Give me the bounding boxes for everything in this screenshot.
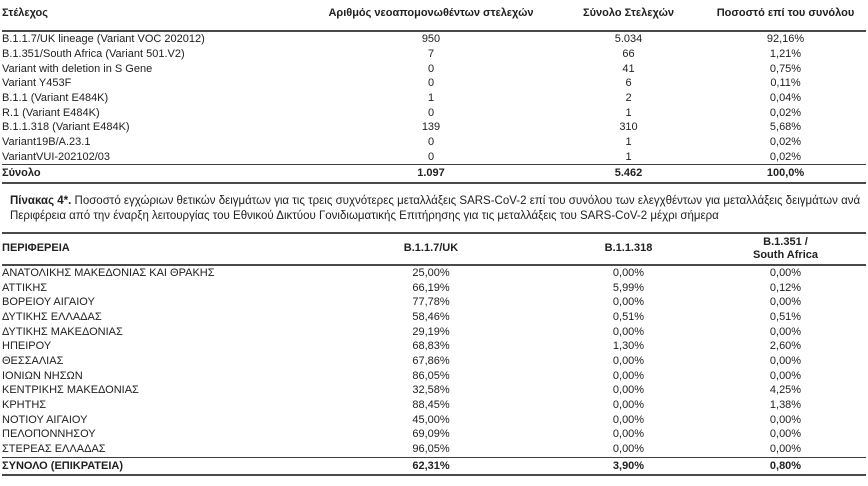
- new-isolates-cell: 950: [421, 33, 441, 46]
- b11318-cell: 0,00%: [612, 428, 645, 441]
- b117-cell: 25,00%: [412, 267, 450, 280]
- b1351-cell: 0,00%: [769, 413, 802, 426]
- b11318-cell: 0,00%: [612, 325, 645, 338]
- b117-cell: 77,78%: [412, 296, 450, 309]
- total-percent-cell: 100,0%: [705, 165, 866, 183]
- total-strains-cell: 310: [619, 121, 638, 134]
- region-cell: ΚΕΝΤΡΙΚΗΣ ΜΑΚΕΔΟΝΙΑΣ: [2, 384, 139, 397]
- total-row: [2, 457, 866, 475]
- b117-cell: 32,58%: [412, 384, 450, 397]
- b1351-cell: 4,25%: [769, 384, 802, 397]
- table-row: [2, 31, 866, 47]
- table-row: [2, 135, 866, 150]
- table-row: [2, 295, 866, 310]
- percent-cell: 92,16%: [766, 33, 805, 46]
- column-header-b1351: [705, 233, 866, 265]
- total-row: [2, 165, 866, 183]
- b11318-cell: 0,00%: [552, 442, 705, 457]
- total-label-cell: ΣΥΝΟΛΟ (ΕΠΙΚΡΑΤΕΙΑ): [2, 457, 310, 475]
- region-cell: ΗΠΕΙΡΟΥ: [2, 340, 52, 353]
- column-header-b1351-line2: South Africa: [753, 248, 818, 261]
- total-strains-total-cell: 5.462: [552, 165, 705, 183]
- table-row: [2, 265, 866, 281]
- b117-cell: 67,86%: [412, 355, 450, 368]
- b117-cell: 88,45%: [412, 399, 450, 412]
- region-cell: ΔΥΤΙΚΗΣ ΜΑΚΕΔΟΝΙΑΣ: [2, 325, 123, 338]
- region-cell: ΘΕΣΣΑΛΙΑΣ: [2, 355, 64, 368]
- table-row: [2, 383, 866, 398]
- caption-label: Πίνακας 4*.: [10, 194, 72, 207]
- region-cell: ΣΤΕΡΕΑΣ ΕΛΛΑΔΑΣ: [2, 442, 310, 457]
- new-isolates-cell: 0: [427, 77, 435, 90]
- strain-cell: B.1.351/South Africa (Variant 501.V2): [2, 47, 185, 60]
- b11318-cell: 0,00%: [612, 384, 645, 397]
- region-cell: ΚΡΗΤΗΣ: [2, 399, 47, 412]
- total-b1351-cell: 0,80%: [705, 457, 866, 475]
- table-row: [2, 76, 866, 91]
- b11318-cell: 5,99%: [612, 281, 645, 294]
- total-strains-cell: 41: [622, 62, 635, 75]
- total-strains-cell: 66: [622, 47, 635, 60]
- strains-header-row: [2, 5, 866, 31]
- total-b117-cell: 62,31%: [310, 457, 552, 475]
- b1351-cell: 0,00%: [705, 442, 866, 457]
- new-isolates-cell: 0: [427, 106, 435, 119]
- b11318-cell: 0,00%: [612, 399, 645, 412]
- percent-cell: 1,21%: [769, 47, 802, 60]
- column-header-total-strains: Σύνολο Στελεχών: [552, 5, 705, 31]
- table-row: [2, 47, 866, 62]
- table-row: [2, 281, 866, 296]
- percent-cell: 0,75%: [769, 62, 802, 75]
- column-header-strain: Στέλεχος: [2, 5, 310, 31]
- table-row: [2, 61, 866, 76]
- total-strains-cell: 1: [552, 149, 705, 164]
- total-strains-cell: 1: [625, 135, 632, 148]
- b117-cell: 29,19%: [412, 325, 450, 338]
- b11318-cell: 0,00%: [612, 355, 645, 368]
- regions-table: [2, 232, 866, 477]
- table-row: [2, 325, 866, 340]
- strain-cell: B.1.1.318 (Variant E484K): [2, 121, 130, 134]
- table-row: [2, 398, 866, 413]
- b117-cell: 96,05%: [310, 442, 552, 457]
- table-row: [2, 369, 866, 384]
- strain-cell: B.1.1 (Variant E484K): [2, 91, 109, 104]
- b1351-cell: 0,12%: [769, 281, 802, 294]
- table-row: [2, 105, 866, 120]
- region-cell: ΙΟΝΙΩΝ ΝΗΣΩΝ: [2, 369, 83, 382]
- b1351-cell: 0,00%: [769, 296, 802, 309]
- table-row: [2, 120, 866, 135]
- total-strains-cell: 6: [625, 77, 632, 90]
- total-b11318-cell: 3,90%: [552, 457, 705, 475]
- new-isolates-cell: 0: [310, 149, 552, 164]
- strain-cell: R.1 (Variant E484K): [2, 106, 100, 119]
- column-header-b11318: B.1.1.318: [552, 233, 705, 265]
- region-cell: ΑΤΤΙΚΗΣ: [2, 281, 48, 294]
- b1351-cell: 0,00%: [769, 325, 802, 338]
- caption-text: Ποσοστό εγχώριων θετικών δειγμάτων για τις τρεις συχνότερες μεταλλάξεις SARS-CoV-2 επί του συνόλου των ελεγχθέντων για μεταλλάξεις δειγμάτων ανά Περιφέρεια από την έναρξη λειτουργίας του Εθνικού Δικτύου Γονιδιωματικής Επιτήρησης για τις μεταλλάξεις του SARS-CoV-2 μέχρι σήμερα: [10, 194, 861, 222]
- b11318-cell: 0,51%: [612, 311, 645, 324]
- b1351-cell: 0,00%: [769, 355, 802, 368]
- total-new-isolates-cell: 1.097: [310, 165, 552, 183]
- b117-cell: 66,19%: [412, 281, 450, 294]
- table-row: [2, 310, 866, 325]
- percent-cell: 0,02%: [769, 106, 802, 119]
- b1351-cell: 0,00%: [769, 369, 802, 382]
- region-cell: ΑΝΑΤΟΛΙΚΗΣ ΜΑΚΕΔΟΝΙΑΣ ΚΑΙ ΘΡΑΚΗΣ: [2, 267, 215, 280]
- table-row: [2, 149, 866, 164]
- percent-cell: 5,68%: [769, 121, 802, 134]
- b1351-cell: 0,00%: [769, 267, 802, 280]
- column-header-region: ΠΕΡΙΦΕΡΕΙΑ: [2, 233, 310, 265]
- b11318-cell: 0,00%: [612, 267, 645, 280]
- percent-cell: 0,04%: [769, 91, 802, 104]
- b11318-cell: 1,30%: [612, 340, 645, 353]
- regions-header-row: [2, 233, 866, 265]
- table-row: [2, 442, 866, 457]
- column-header-percent-total: Ποσοστό επί του συνόλου: [705, 5, 866, 31]
- new-isolates-cell: 1: [427, 91, 435, 104]
- table-row: [2, 354, 866, 369]
- table-row: [2, 91, 866, 106]
- total-strains-cell: 5.034: [614, 33, 643, 46]
- region-cell: ΝΟΤΙΟΥ ΑΙΓΑΙΟΥ: [2, 413, 88, 426]
- region-cell: ΔΥΤΙΚΗΣ ΕΛΛΑΔΑΣ: [2, 311, 102, 324]
- b11318-cell: 0,00%: [612, 369, 645, 382]
- table-row: [2, 339, 866, 354]
- percent-cell: 0,11%: [770, 77, 801, 90]
- percent-cell: 0,02%: [769, 135, 802, 148]
- new-isolates-cell: 7: [427, 47, 435, 60]
- column-header-new-isolates: Αριθμός νεοαπομονωθέντων στελεχών: [310, 5, 552, 31]
- b1351-cell: 1,38%: [769, 399, 802, 412]
- new-isolates-cell: 0: [427, 62, 435, 75]
- b1351-cell: 0,51%: [769, 311, 802, 324]
- b1351-cell: 0,00%: [769, 428, 802, 441]
- b117-cell: 69,09%: [412, 428, 450, 441]
- b117-cell: 86,05%: [412, 369, 450, 382]
- table-caption: [2, 194, 866, 224]
- b117-cell: 45,00%: [412, 413, 450, 426]
- total-strains-cell: 1: [625, 106, 632, 119]
- b117-cell: 58,46%: [412, 311, 450, 324]
- strain-cell: Variant with deletion in S Gene: [2, 62, 153, 75]
- strain-cell: Variant19B/A.23.1: [2, 135, 91, 148]
- total-strains-cell: 2: [625, 91, 632, 104]
- b11318-cell: 0,00%: [612, 296, 645, 309]
- strain-cell: Variant Y453F: [2, 77, 72, 90]
- strain-cell: B.1.1.7/UK lineage (Variant VOC 202012): [2, 33, 205, 46]
- b1351-cell: 2,60%: [769, 340, 802, 353]
- strain-cell: VariantVUI-202102/03: [2, 149, 310, 164]
- percent-cell: 0,02%: [705, 149, 866, 164]
- b11318-cell: 0,00%: [612, 413, 645, 426]
- total-label-cell: Σύνολο: [2, 165, 310, 183]
- table-row: [2, 427, 866, 442]
- region-cell: ΠΕΛΟΠΟΝΝΗΣΟΥ: [2, 428, 96, 441]
- b117-cell: 68,83%: [412, 340, 450, 353]
- region-cell: ΒΟΡΕΙΟΥ ΑΙΓΑΙΟΥ: [2, 296, 95, 309]
- column-header-b117: B.1.1.7/UK: [310, 233, 552, 265]
- new-isolates-cell: 0: [427, 135, 435, 148]
- strains-table: [2, 5, 866, 184]
- new-isolates-cell: 139: [421, 121, 441, 134]
- column-header-b1351-line1: B.1.351 /: [763, 235, 808, 248]
- table-row: [2, 413, 866, 428]
